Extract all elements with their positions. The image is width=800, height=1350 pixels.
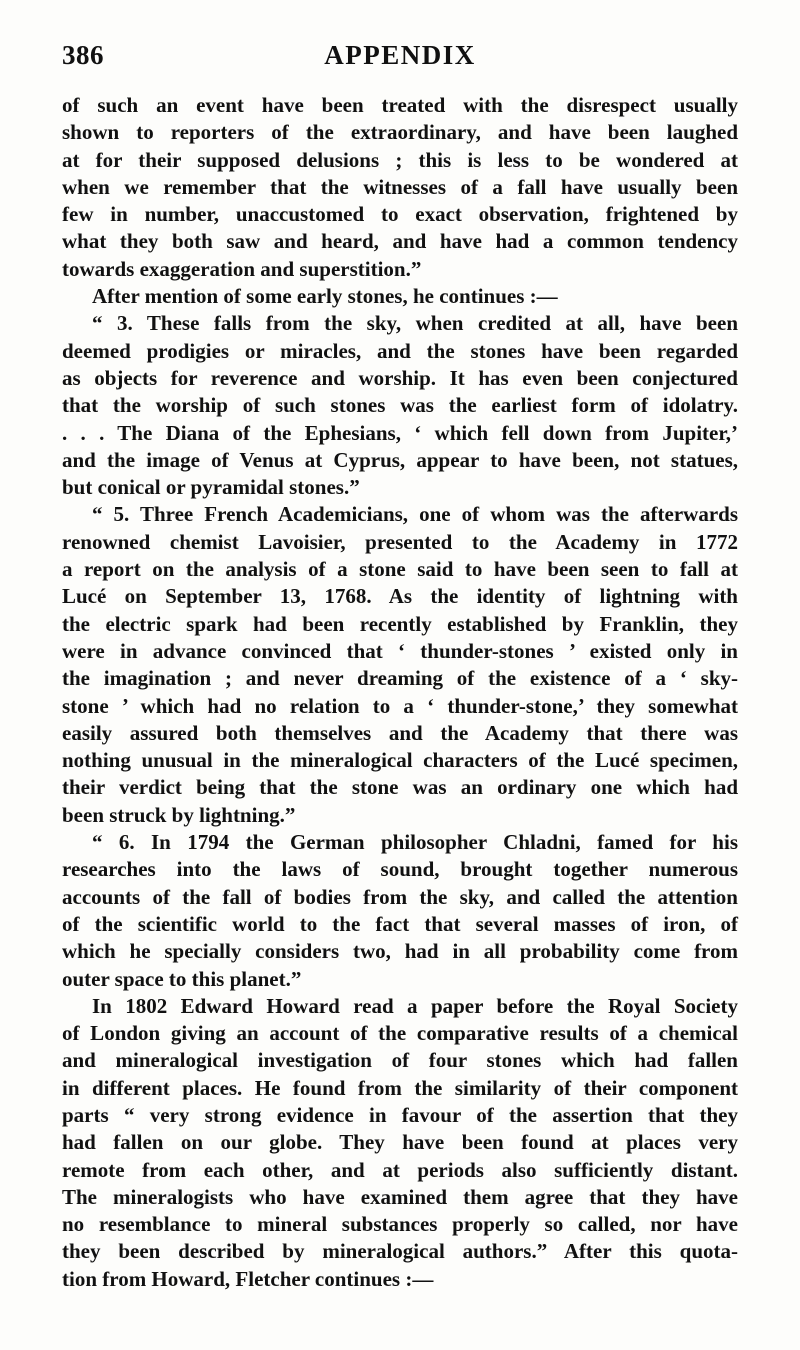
text-line: that the worship of such stones was the earliest form of idolatry.	[62, 393, 738, 418]
text-line: they been described by mineralogical authors.” After this quota-	[62, 1239, 738, 1264]
text-line: “ 5. Three French Academicians, one of whom was the afterwards	[92, 502, 738, 527]
text-line: remote from each other, and at periods also sufficiently distant.	[62, 1157, 738, 1182]
text-line: the imagination ; and never dreaming of the existence of a ‘ sky-	[62, 666, 738, 691]
text-line: but conical or pyramidal stones.”	[62, 475, 360, 500]
section-title: APPENDIX	[324, 40, 476, 70]
text-line: as objects for reverence and worship. It has even been conjectured	[62, 365, 738, 390]
text-line: no resemblance to mineral substances properly so called, nor have	[62, 1212, 738, 1237]
text-line: a report on the analysis of a stone said to have been seen to fall at	[62, 557, 738, 582]
text-line: In 1802 Edward Howard read a paper before the Royal Society	[92, 993, 738, 1018]
text-line: few in number, unaccustomed to exact observation, frightened by	[62, 202, 738, 227]
text-line: The mineralogists who have examined them agree that they have	[62, 1184, 738, 1209]
text-line: when we remember that the witnesses of a fall have usually been	[62, 174, 738, 199]
page-number: 386	[62, 40, 104, 70]
text-line: . . . The Diana of the Ephesians, ‘ which fell down from Jupiter,’	[62, 420, 738, 445]
text-line: nothing unusual in the mineralogical characters of the Lucé specimen,	[62, 748, 738, 773]
text-line: stone ’ which had no relation to a ‘ thunder-stone,’ they somewhat	[62, 693, 738, 718]
text-line: in different places. He found from the similarity of their component	[62, 1075, 738, 1100]
text-line: their verdict being that the stone was an ordinary one which had	[62, 775, 738, 800]
text-line: renowned chemist Lavoisier, presented to the Academy in 1772	[62, 529, 738, 554]
text-line: the electric spark had been recently established by Franklin, they	[62, 611, 738, 636]
text-line: outer space to this planet.”	[62, 966, 302, 991]
text-line: and the image of Venus at Cyprus, appear to have been, not statues,	[62, 447, 738, 472]
text-line: and mineralogical investigation of four stones which had fallen	[62, 1048, 738, 1073]
text-line: “ 3. These falls from the sky, when credited at all, have been	[92, 311, 738, 336]
text-line: of the scientific world to the fact that several masses of iron, of	[62, 911, 738, 936]
text-line: of such an event have been treated with the disrespect usually	[62, 93, 738, 117]
text-line: “ 6. In 1794 the German philosopher Chladni, famed for his	[92, 830, 738, 855]
text-line: had fallen on our globe. They have been found at places very	[62, 1130, 738, 1155]
text-line: which he specially considers two, had in all probability come from	[62, 939, 738, 964]
text-line: After mention of some early stones, he continues :—	[92, 284, 558, 309]
text-line: towards exaggeration and superstition.”	[62, 256, 422, 281]
text-line: tion from Howard, Fletcher continues :—	[62, 1266, 434, 1291]
text-line: at for their supposed delusions ; this is less to be wondered at	[62, 147, 738, 172]
running-head	[62, 40, 738, 80]
text-line: Lucé on September 13, 1768. As the identity of lightning with	[62, 584, 738, 609]
text-line: researches into the laws of sound, brought together numerous	[62, 857, 738, 882]
text-line: deemed prodigies or miracles, and the stones have been regarded	[62, 338, 738, 363]
text-line: easily assured both themselves and the Academy that there was	[62, 720, 738, 745]
text-line: what they both saw and heard, and have had a common tendency	[62, 229, 738, 254]
text-line: been struck by lightning.”	[62, 802, 296, 827]
text-line: accounts of the fall of bodies from the sky, and called the attention	[62, 884, 738, 909]
body-text	[62, 92, 738, 1293]
text-line: parts “ very strong evidence in favour of the assertion that they	[62, 1102, 738, 1127]
text-line: of London giving an account of the comparative results of a chemical	[62, 1021, 738, 1046]
text-line: were in advance convinced that ‘ thunder-stones ’ existed only in	[62, 638, 738, 663]
text-line: shown to reporters of the extraordinary, and have been laughed	[62, 120, 738, 145]
